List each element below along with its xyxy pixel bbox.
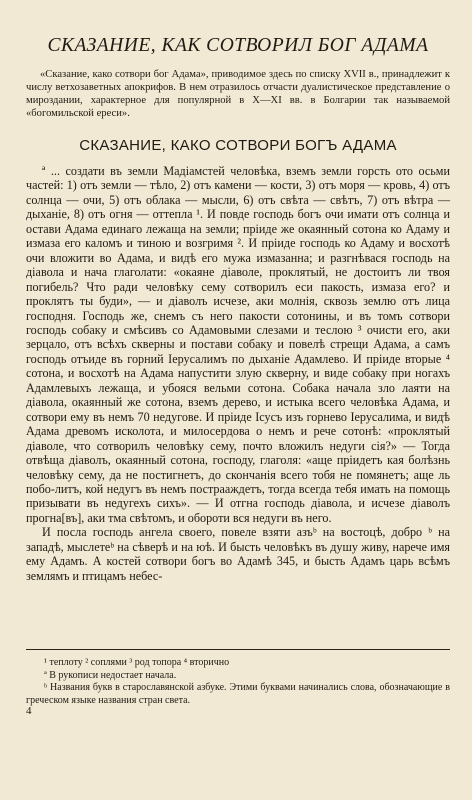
footnote: ª В рукописи недостает начала. [44, 669, 177, 681]
footnote: ᵇ Названия букв в старославянской азбуке. Этими буквами начинались слова, обозначающие в греческом языке названия стран света. [26, 682, 450, 707]
intro-paragraph: «Сказание, како сотвори бог Адама», приводимое здесь по списку XVII в., принадлежит к числу ветхозаветных апокрифов. В нем отразилось отчасти дуалистическое представление о мироздании, характерное для популярной в X—XI вв. в Болгарии так называемой «богомильской ереси». [26, 69, 450, 119]
text-subtitle: СКАЗАНИЕ, КАКО СОТВОРИ БОГЪ АДАМА [79, 137, 397, 154]
paragraph: И посла господь ангела своего, повеле взяти азъᵇ на востоцѣ, добро ᵇ на западѣ, мыслетеᵇ на сѣверѣ и на юѣ. И бысть человѣкъ въ душу живу, нарече имя ему Адамъ. А костей сотвори богъ во Адамѣ 345, и бысть Адамъ царь всѣмъ землямъ и птицамъ небес- [26, 525, 450, 583]
paragraph: ª ... создати въ земли Мадіамстей человѣка, вземъ земли горсть ото осьми частей: 1) отъ земли — тѣло, 2) отъ камени — кости, 3) отъ моря — кровь, 4) отъ солнца — очи, 5) отъ облака — мысли, 6) отъ свѣта — свѣтъ, 7) отъ вѣтра — дыханіе, 8) отъ огня — оттепла ¹. И повде господь богъ очи имати отъ солнца и остави Адама единаго лежаща на земли; пріиде же окаянный сотона ко Адаму и измаза его каломъ и тиною и возгримя ². И пріиде господь ко Адаму и восхотѣ очи вложити во Адама, и видѣ его мужа измазанна; и разгнѣвася господь на діавола и нача глаголати: «окаяне діаволе, проклятый, не достоитъ ли твоя погибель? Что ради человѣку сему сотворилъ еси пакость, измаза его? и проклятъ ты буди», — и діаволъ исчезе, аки молнія, сквозь землю отъ лица господня. Господь же, снемъ съ него пакости сотонины, и въ томъ сотвори господь собаку и смѣсивъ со Адамовыми слезами и теслою ³ очисти его, аки зерцало, отъ всѣхъ скверны и постави собаку и повелѣ стрещи Адама, а самъ господь отъиде въ горний Іерусалимъ по дыханіе Адамлево. И пріиде вторые ⁴ сотона, и восхотѣ на Адама напустити злую скверну, и виде собаку при ногахъ Адамлевыхъ лежаща, и убояся вельми сотона. Собака начала зло лаяти на діавола, окаянный же сотона, вземъ дерево, и истыка всего человѣка Адама, и сотвори ему въ немъ 70 недугове. И пріиде Ісусъ изъ горнево Іерусалима, и видѣ Адама древомъ исколота, и милосердова о немъ и рече сотонѣ: «проклятый діаволе, что сотворилъ человѣку сему, почто вложилъ недуги сія?» — Тогда отвѣща діаволъ, окаянный сотона, господу, глаголя: «аще пріидетъ кая болѣзнь человѣку сему, да не постигнетъ, до скончанія всего тобя не помянетъ; аще ль побо-литъ, кой недугъ въ немъ пострааждетъ, тогда всегда тебя имать на помощь призывати въ недугехъ сихъ». — И отгна господь діавола, и исчезе діаволъ прогна[въ], аки тма свѣтомъ, и обороти вся недуги въ него. [26, 164, 450, 525]
footnotes [26, 657, 450, 708]
footnote-divider [26, 649, 450, 650]
main-text [26, 164, 450, 583]
page-title: СКАЗАНИЕ, КАК СОТВОРИЛ БОГ АДАМА [47, 35, 429, 56]
footnote: ¹ теплоту ² соплями ³ род топора ⁴ вторично [44, 657, 230, 668]
page-number: 4 [26, 705, 32, 717]
